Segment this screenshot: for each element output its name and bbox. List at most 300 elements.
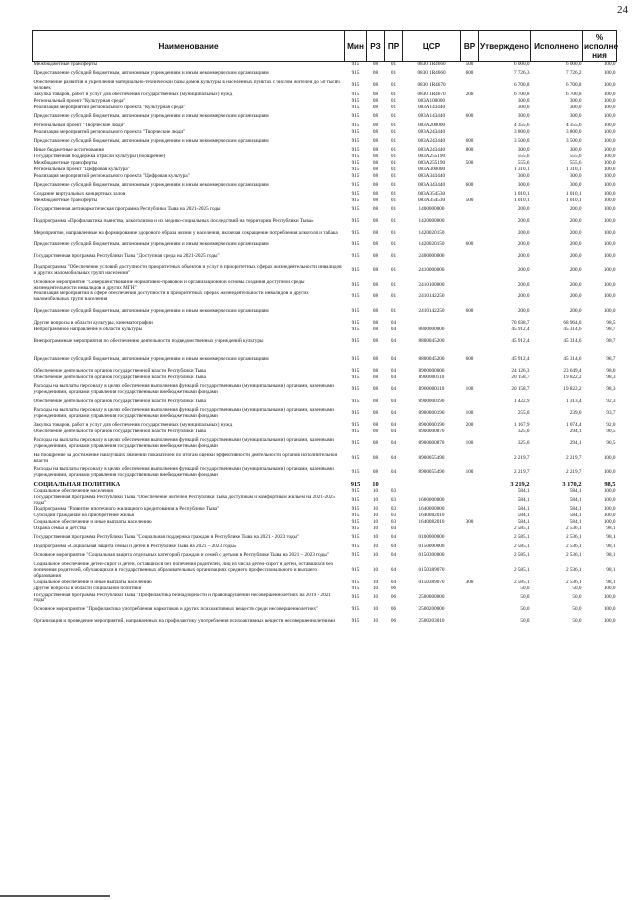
row-min: 915 xyxy=(351,61,360,68)
row-rz: 08 xyxy=(372,320,379,326)
row-vr: 100 xyxy=(465,469,474,476)
row-min: 915 xyxy=(351,320,360,326)
row-csr: 0150000000 xyxy=(418,544,445,550)
row-executed: 200,0 xyxy=(569,241,582,248)
row-executed: 300,0 xyxy=(569,113,582,120)
row-vr xyxy=(461,216,479,228)
row-min: 915 xyxy=(351,368,360,374)
row-vr: 300 xyxy=(465,579,474,585)
row-approved: 50,0 xyxy=(520,594,530,601)
header-name: Наименование xyxy=(33,31,345,62)
row-rz: 10 xyxy=(372,525,379,532)
row-min: 915 xyxy=(351,606,360,612)
row-percent: 100,0 xyxy=(603,191,616,197)
row-vr xyxy=(461,80,479,92)
row-min: 915 xyxy=(351,241,360,248)
row-pr: 01 xyxy=(390,307,397,314)
row-name: Социальное обеспечение населения xyxy=(33,488,113,494)
row-executed: 23 649,4 xyxy=(563,368,582,374)
row-vr: 100 xyxy=(465,385,474,392)
row-pr: 01 xyxy=(390,267,397,274)
row-name: Социальное обеспечение и иные выплаты населению xyxy=(33,579,152,585)
row-executed: 239,0 xyxy=(569,409,582,416)
row-rz: 10 xyxy=(372,617,379,624)
row-executed: 2 219,7 xyxy=(565,454,582,461)
row-pr: 03 xyxy=(390,496,397,503)
header-rz: РЗ xyxy=(367,31,385,62)
row-rz: 08 xyxy=(372,355,379,362)
row-approved: 1 422,9 xyxy=(513,398,530,404)
row-pr: 01 xyxy=(390,160,397,166)
row-executed: 2 536,1 xyxy=(565,566,582,573)
row-percent: 92,0 xyxy=(606,422,616,428)
row-csr: 0150300000 xyxy=(418,552,445,559)
row-name: Социальное обеспечение и иные выплаты населению xyxy=(33,519,152,525)
row-pr: 04 xyxy=(390,566,397,573)
row-executed: 3 500,0 xyxy=(565,137,582,144)
table-row xyxy=(33,453,617,465)
table-row xyxy=(33,239,617,251)
row-pr: 01 xyxy=(390,241,397,248)
row-percent: 98,1 xyxy=(606,552,616,559)
row-pr: 01 xyxy=(390,252,397,259)
row-approved: 200,0 xyxy=(517,217,530,224)
row-min: 915 xyxy=(351,104,360,111)
row-pr: 04 xyxy=(390,544,397,550)
row-csr: 083A100000 xyxy=(417,98,446,104)
row-vr: 600 xyxy=(465,241,474,248)
row-csr: 2400000000 xyxy=(418,252,445,259)
row-name: Региональный проект "Цифровая культура" xyxy=(33,166,130,173)
table-row xyxy=(33,593,617,605)
row-min: 915 xyxy=(351,229,360,236)
row-pr: 01 xyxy=(390,293,397,300)
row-name: Реализация мероприятий регионального проекта "Цифровая культура" xyxy=(33,173,190,179)
row-name: Охрана семьи и детства xyxy=(33,525,87,532)
row-rz: 10 xyxy=(372,512,379,519)
row-percent: 90,5 xyxy=(606,440,616,447)
row-executed: 300,0 xyxy=(569,104,582,111)
row-name: Закупка товаров, работ и услуг для обеспечения государственных (муниципальных) нужд xyxy=(33,422,233,428)
row-pr: 04 xyxy=(390,454,397,461)
table-row xyxy=(33,80,617,92)
row-pr: 04 xyxy=(390,320,397,326)
row-rz: 08 xyxy=(372,129,379,135)
row-percent: 98,7 xyxy=(606,338,616,345)
row-executed: 19 822,2 xyxy=(563,374,582,381)
row-pr: 01 xyxy=(390,197,397,204)
row-percent: 98,0 xyxy=(606,368,616,374)
row-name: Предоставление субсидий бюджетным, автономным учреждениям и иным некоммерческим организациям xyxy=(33,70,269,77)
row-pr: 04 xyxy=(390,579,397,585)
row-name: Межбюджетные трансферты xyxy=(33,61,98,68)
row-min: 915 xyxy=(351,326,360,333)
row-name: Расходы на выплаты персоналу в целях обеспечения выполнения функций государственными (муниципальными) органами, казенными учреждениями, органами управления государственными внебюджетными фондами xyxy=(33,383,334,395)
row-csr: 083A343440 xyxy=(417,173,446,179)
row-pr: 01 xyxy=(390,166,397,173)
row-csr: 8900000190 xyxy=(418,409,445,416)
row-approved: 2 219,7 xyxy=(513,454,530,461)
row-rz: 08 xyxy=(372,217,379,224)
row-percent: 100,0 xyxy=(603,252,616,259)
row-approved: 200,0 xyxy=(517,206,530,213)
row-approved: 200,0 xyxy=(517,241,530,248)
row-percent: 100,0 xyxy=(603,488,616,494)
row-name: Реализация мероприятий регионального проекта "Культурная среда" xyxy=(33,104,186,111)
table-row xyxy=(33,381,617,398)
row-vr xyxy=(461,251,479,263)
row-min: 915 xyxy=(351,160,360,166)
row-approved: 584,1 xyxy=(517,488,530,494)
row-rz: 08 xyxy=(372,104,379,111)
row-rz: 10 xyxy=(372,481,379,489)
row-executed: 200,0 xyxy=(569,293,582,300)
row-approved: 6 000,0 xyxy=(513,61,530,68)
row-vr xyxy=(461,495,479,507)
row-rz: 08 xyxy=(372,398,379,404)
row-rz: 08 xyxy=(372,153,379,160)
row-rz: 08 xyxy=(372,428,379,435)
row-csr: 2410142250 xyxy=(418,293,445,300)
row-approved: 20 158,7 xyxy=(511,385,530,392)
row-vr xyxy=(461,604,479,616)
row-rz: 10 xyxy=(372,488,379,494)
row-rz: 08 xyxy=(372,191,379,197)
row-rz: 08 xyxy=(372,98,379,104)
row-executed: 19 822,2 xyxy=(563,385,582,392)
row-vr: 600 xyxy=(465,113,474,120)
row-pr: 04 xyxy=(390,368,397,374)
budget-execution-table xyxy=(32,30,617,627)
row-csr: 0830 1R4660 xyxy=(417,61,446,68)
row-pr: 04 xyxy=(390,428,397,435)
table-row xyxy=(33,136,617,148)
row-min: 915 xyxy=(351,374,360,381)
table-row xyxy=(33,69,617,81)
row-rz: 08 xyxy=(372,409,379,416)
row-min: 915 xyxy=(351,307,360,314)
row-executed: 555,6 xyxy=(569,153,582,160)
row-percent: 98,3 xyxy=(606,374,616,381)
row-approved: 24 126,3 xyxy=(511,368,530,374)
row-rz: 10 xyxy=(372,544,379,550)
row-rz: 10 xyxy=(372,566,379,573)
row-min: 915 xyxy=(351,153,360,160)
row-name: Основное мероприятие "Профилактика употребления наркотиков и других психоактивных веществ среди несовершеннолетних" xyxy=(33,606,319,612)
row-name: Другие вопросы в области социальной политики xyxy=(33,586,142,592)
row-executed: 45 314,6 xyxy=(563,326,582,333)
row-percent: 100,0 xyxy=(603,617,616,624)
row-percent: 100,0 xyxy=(603,267,616,274)
row-vr: 600 xyxy=(465,70,474,77)
row-csr: 1640000000 xyxy=(418,506,445,512)
table-row xyxy=(33,616,617,628)
row-csr: 8900000190 xyxy=(418,422,445,428)
row-percent: 100,0 xyxy=(603,91,616,98)
row-approved: 2 585,1 xyxy=(513,566,530,573)
row-csr: 2500203010 xyxy=(418,617,445,624)
row-csr: 083A354530 xyxy=(417,197,446,204)
row-percent: 93,7 xyxy=(606,409,616,416)
table-row xyxy=(33,111,617,123)
table-body xyxy=(33,62,617,628)
row-approved: 45 912,4 xyxy=(511,326,530,333)
row-pr: 04 xyxy=(390,534,397,541)
row-min: 915 xyxy=(351,534,360,541)
row-approved: 584,1 xyxy=(517,496,530,503)
row-min: 915 xyxy=(351,206,360,213)
row-csr: 083A143440 xyxy=(417,104,446,111)
row-approved: 584,1 xyxy=(517,506,530,512)
row-name: Государственная программа Республики Тыва "Обеспечение жителей Республики Тыва доступным и комфортным жильем на 2021-2025 годы" xyxy=(33,494,336,506)
row-approved: 2 585,1 xyxy=(513,525,530,532)
row-percent: 100,0 xyxy=(603,293,616,300)
row-pr: 01 xyxy=(390,181,397,188)
row-percent: 100,0 xyxy=(603,147,616,153)
row-name: Предоставление субсидий бюджетным, автономным учреждениям и иным некоммерческим организациям xyxy=(33,241,269,248)
row-approved: 200,0 xyxy=(517,267,530,274)
row-min: 915 xyxy=(351,579,360,585)
row-csr: 083A255190 xyxy=(417,153,446,160)
row-percent: 100,0 xyxy=(603,129,616,135)
row-executed: 68 964,0 xyxy=(563,320,582,326)
row-percent: 98,7 xyxy=(606,326,616,333)
row-executed: 200,0 xyxy=(569,217,582,224)
row-vr: 200 xyxy=(465,422,474,428)
row-min: 915 xyxy=(351,252,360,259)
row-name: Региональный проект "Творческие люди" xyxy=(33,122,126,129)
row-percent: 92,3 xyxy=(606,398,616,404)
row-executed: 200,0 xyxy=(569,229,582,236)
row-vr: 600 xyxy=(465,307,474,314)
table-row xyxy=(33,495,617,507)
row-rz: 08 xyxy=(372,293,379,300)
row-rz: 08 xyxy=(372,113,379,120)
row-percent: 90,5 xyxy=(606,428,616,435)
row-approved: 200,0 xyxy=(517,293,530,300)
row-min: 915 xyxy=(351,293,360,300)
row-executed: 555,6 xyxy=(569,160,582,166)
row-executed: 300,0 xyxy=(569,173,582,179)
row-percent: 100,0 xyxy=(603,496,616,503)
row-csr: 1600000000 xyxy=(418,496,445,503)
row-name: Основное мероприятие "Совершенствование нормативно-правовой и организационной основы создания доступной среды жизнедеятельности инвалидов и других МГН" xyxy=(33,279,305,291)
row-pr: 04 xyxy=(390,440,397,447)
row-rz: 08 xyxy=(372,469,379,476)
row-min: 915 xyxy=(351,137,360,144)
row-pr: 06 xyxy=(390,617,397,624)
row-executed: 584,1 xyxy=(569,519,582,525)
row-approved: 3 219,2 xyxy=(510,481,530,489)
page-number: 24 xyxy=(617,4,628,16)
row-executed: 50,0 xyxy=(572,594,582,601)
row-min: 915 xyxy=(351,281,360,288)
row-csr: 8800045200 xyxy=(418,355,445,362)
row-name: Внепрограммные мероприятия по обеспечению деятельности подведомственных учреждений культуры xyxy=(33,338,264,345)
row-csr: 083A255190 xyxy=(417,160,446,166)
row-min: 915 xyxy=(351,428,360,435)
row-vr: 500 xyxy=(465,160,474,166)
row-name: Обеспечение деятельности органов государственной власти Республики Тыва xyxy=(33,398,206,404)
row-pr: 04 xyxy=(390,525,397,532)
row-rz: 08 xyxy=(372,166,379,173)
row-csr: 0150389070 xyxy=(418,566,445,573)
scan-edge-mark xyxy=(0,895,110,897)
row-executed: 45 314,6 xyxy=(563,355,582,362)
row-vr xyxy=(461,562,479,579)
row-name: Государственная поддержка отрасли культуры (поощрение) xyxy=(33,153,166,160)
row-percent: 100,0 xyxy=(603,506,616,512)
row-approved: 300,0 xyxy=(517,173,530,179)
row-min: 915 xyxy=(351,586,360,592)
row-name: Расходы на выплаты персоналу в целях обеспечения выполнения функций государственными (муниципальными) органами, казенными учреждениями, органами управления государственными внебюджетными фондами xyxy=(33,466,334,479)
row-rz: 08 xyxy=(372,422,379,428)
row-name: Государственная программа Республики Тыва "Доступная среда на 2021-2025 годы" xyxy=(33,252,220,259)
row-name: Межбюджетные трансферты xyxy=(33,160,98,166)
row-vr xyxy=(461,333,479,350)
row-executed: 1 310,1 xyxy=(565,166,582,173)
row-percent: 100,0 xyxy=(603,113,616,120)
row-name: Реализация мероприятий регионального проекта "Творческие люди" xyxy=(33,129,186,135)
header-executed: Исполнено xyxy=(531,31,583,62)
row-approved: 584,1 xyxy=(517,512,530,519)
row-name: Мероприятие, направленные на формирование здорового образа жизни у населения, включая сокращение потребления алкоголя и табака xyxy=(33,229,338,236)
row-approved: 4 355,6 xyxy=(513,122,530,129)
row-executed: 50,0 xyxy=(572,586,582,592)
row-pr: 01 xyxy=(390,229,397,236)
row-pr: 04 xyxy=(390,374,397,381)
row-approved: 200,0 xyxy=(517,307,530,314)
row-name: Предоставление субсидий бюджетным, автономным учреждениям и иным некоммерческим организациям xyxy=(33,181,269,188)
row-min: 915 xyxy=(351,544,360,550)
row-rz: 08 xyxy=(372,281,379,288)
row-executed: 300,0 xyxy=(569,181,582,188)
row-min: 915 xyxy=(351,496,360,503)
row-pr: 04 xyxy=(390,409,397,416)
row-name: Подпрограмма "Развитие ипотечного жилищного кредитования в Республике Тыва" xyxy=(33,506,220,512)
row-name: Расходы на выплаты персоналу в целях обеспечения выполнения функций государственными (муниципальными) органами, казенными учреждениями, органами управления государственными внебюджетными фондами xyxy=(33,437,334,450)
row-percent: 100,0 xyxy=(603,217,616,224)
row-min: 915 xyxy=(351,506,360,512)
row-approved: 50,0 xyxy=(520,606,530,612)
row-rz: 10 xyxy=(372,552,379,559)
row-csr: 8900000870 xyxy=(418,428,445,435)
row-rz: 08 xyxy=(372,374,379,381)
row-pr: 01 xyxy=(390,217,397,224)
row-name: Обеспечение деятельности органов государственной власти Республики Тыва xyxy=(33,428,206,435)
row-min: 915 xyxy=(351,488,360,494)
row-min: 915 xyxy=(351,81,360,88)
row-rz: 08 xyxy=(372,181,379,188)
row-min: 915 xyxy=(351,385,360,392)
row-percent: 100,0 xyxy=(603,586,616,592)
row-csr: 1420020150 xyxy=(418,241,445,248)
row-executed: 50,0 xyxy=(572,606,582,612)
row-csr: 8900000110 xyxy=(418,385,445,392)
row-executed: 2 536,1 xyxy=(565,525,582,532)
row-percent: 100,0 xyxy=(603,454,616,461)
row-percent: 100,0 xyxy=(603,469,616,476)
row-name: СОЦИАЛЬНАЯ ПОЛИТИКА xyxy=(33,481,121,489)
row-vr xyxy=(461,532,479,544)
row-vr: 600 xyxy=(465,181,474,188)
row-executed: 1 010,1 xyxy=(565,197,582,204)
row-rz: 10 xyxy=(372,534,379,541)
row-pr: 01 xyxy=(390,81,397,88)
row-rz: 10 xyxy=(372,496,379,503)
row-min: 915 xyxy=(351,617,360,624)
row-name: Социальное обеспечение детей-сирот и детей, оставшихся без попечения родителей, лиц из числа детей-сирот и детей, оставшихся без попечения родителей, обучающихся в государственных образовательных организациях среднего профессионального и высшего образования xyxy=(33,562,333,579)
row-min: 915 xyxy=(351,147,360,153)
row-approved: 200,0 xyxy=(517,252,530,259)
row-percent: 100,0 xyxy=(603,166,616,173)
row-rz: 08 xyxy=(372,338,379,345)
row-rz: 08 xyxy=(372,81,379,88)
row-percent: 100,0 xyxy=(603,61,616,68)
header-pr: ПР xyxy=(385,31,403,62)
row-min: 915 xyxy=(351,129,360,135)
row-approved: 200,0 xyxy=(517,281,530,288)
row-pr: 04 xyxy=(390,422,397,428)
row-percent: 100,0 xyxy=(603,281,616,288)
row-executed: 200,0 xyxy=(569,252,582,259)
row-percent: 98,1 xyxy=(606,525,616,532)
row-pr: 04 xyxy=(390,469,397,476)
row-csr: 2500200000 xyxy=(418,606,445,612)
table-row xyxy=(33,532,617,544)
row-percent: 98,1 xyxy=(606,579,616,585)
row-min: 915 xyxy=(351,338,360,345)
row-percent: 100,0 xyxy=(603,206,616,213)
row-pr: 01 xyxy=(390,122,397,129)
row-csr: 0100000000 xyxy=(418,534,445,541)
row-approved: 7 726,3 xyxy=(513,70,530,77)
row-approved: 2 585,1 xyxy=(513,552,530,559)
row-min: 915 xyxy=(351,166,360,173)
row-percent: 100,0 xyxy=(603,307,616,314)
row-approved: 2 585,1 xyxy=(513,544,530,550)
row-percent: 100,0 xyxy=(603,606,616,612)
row-csr: 8900000190 xyxy=(418,398,445,404)
row-name: Предоставление субсидий бюджетным, автономным учреждениям и иным некоммерческим организациям xyxy=(33,113,269,120)
row-percent: 100,0 xyxy=(603,137,616,144)
row-rz: 08 xyxy=(372,122,379,129)
row-approved: 50,0 xyxy=(520,586,530,592)
row-min: 915 xyxy=(351,440,360,447)
row-percent: 100,0 xyxy=(603,160,616,166)
row-min: 915 xyxy=(350,481,361,489)
row-pr: 03 xyxy=(390,488,397,494)
row-pr: 04 xyxy=(390,385,397,392)
row-pr: 01 xyxy=(390,129,397,135)
row-csr: 083A300000 xyxy=(417,166,446,173)
row-csr: 1420020150 xyxy=(418,229,445,236)
row-percent: 100,0 xyxy=(603,519,616,525)
row-executed: 200,0 xyxy=(569,267,582,274)
row-approved: 325,0 xyxy=(517,428,530,435)
table-row xyxy=(33,351,617,368)
row-rz: 08 xyxy=(372,267,379,274)
row-pr: 01 xyxy=(390,113,397,120)
row-vr xyxy=(461,204,479,216)
row-min: 915 xyxy=(351,512,360,519)
row-csr: 0830 1R4660 xyxy=(417,70,446,77)
row-pr: 01 xyxy=(390,147,397,153)
row-percent: 100,0 xyxy=(603,104,616,111)
row-percent: 98,5 xyxy=(604,481,616,489)
table-row xyxy=(33,333,617,350)
row-name: Непрограммное направление в области культуры xyxy=(33,326,143,333)
